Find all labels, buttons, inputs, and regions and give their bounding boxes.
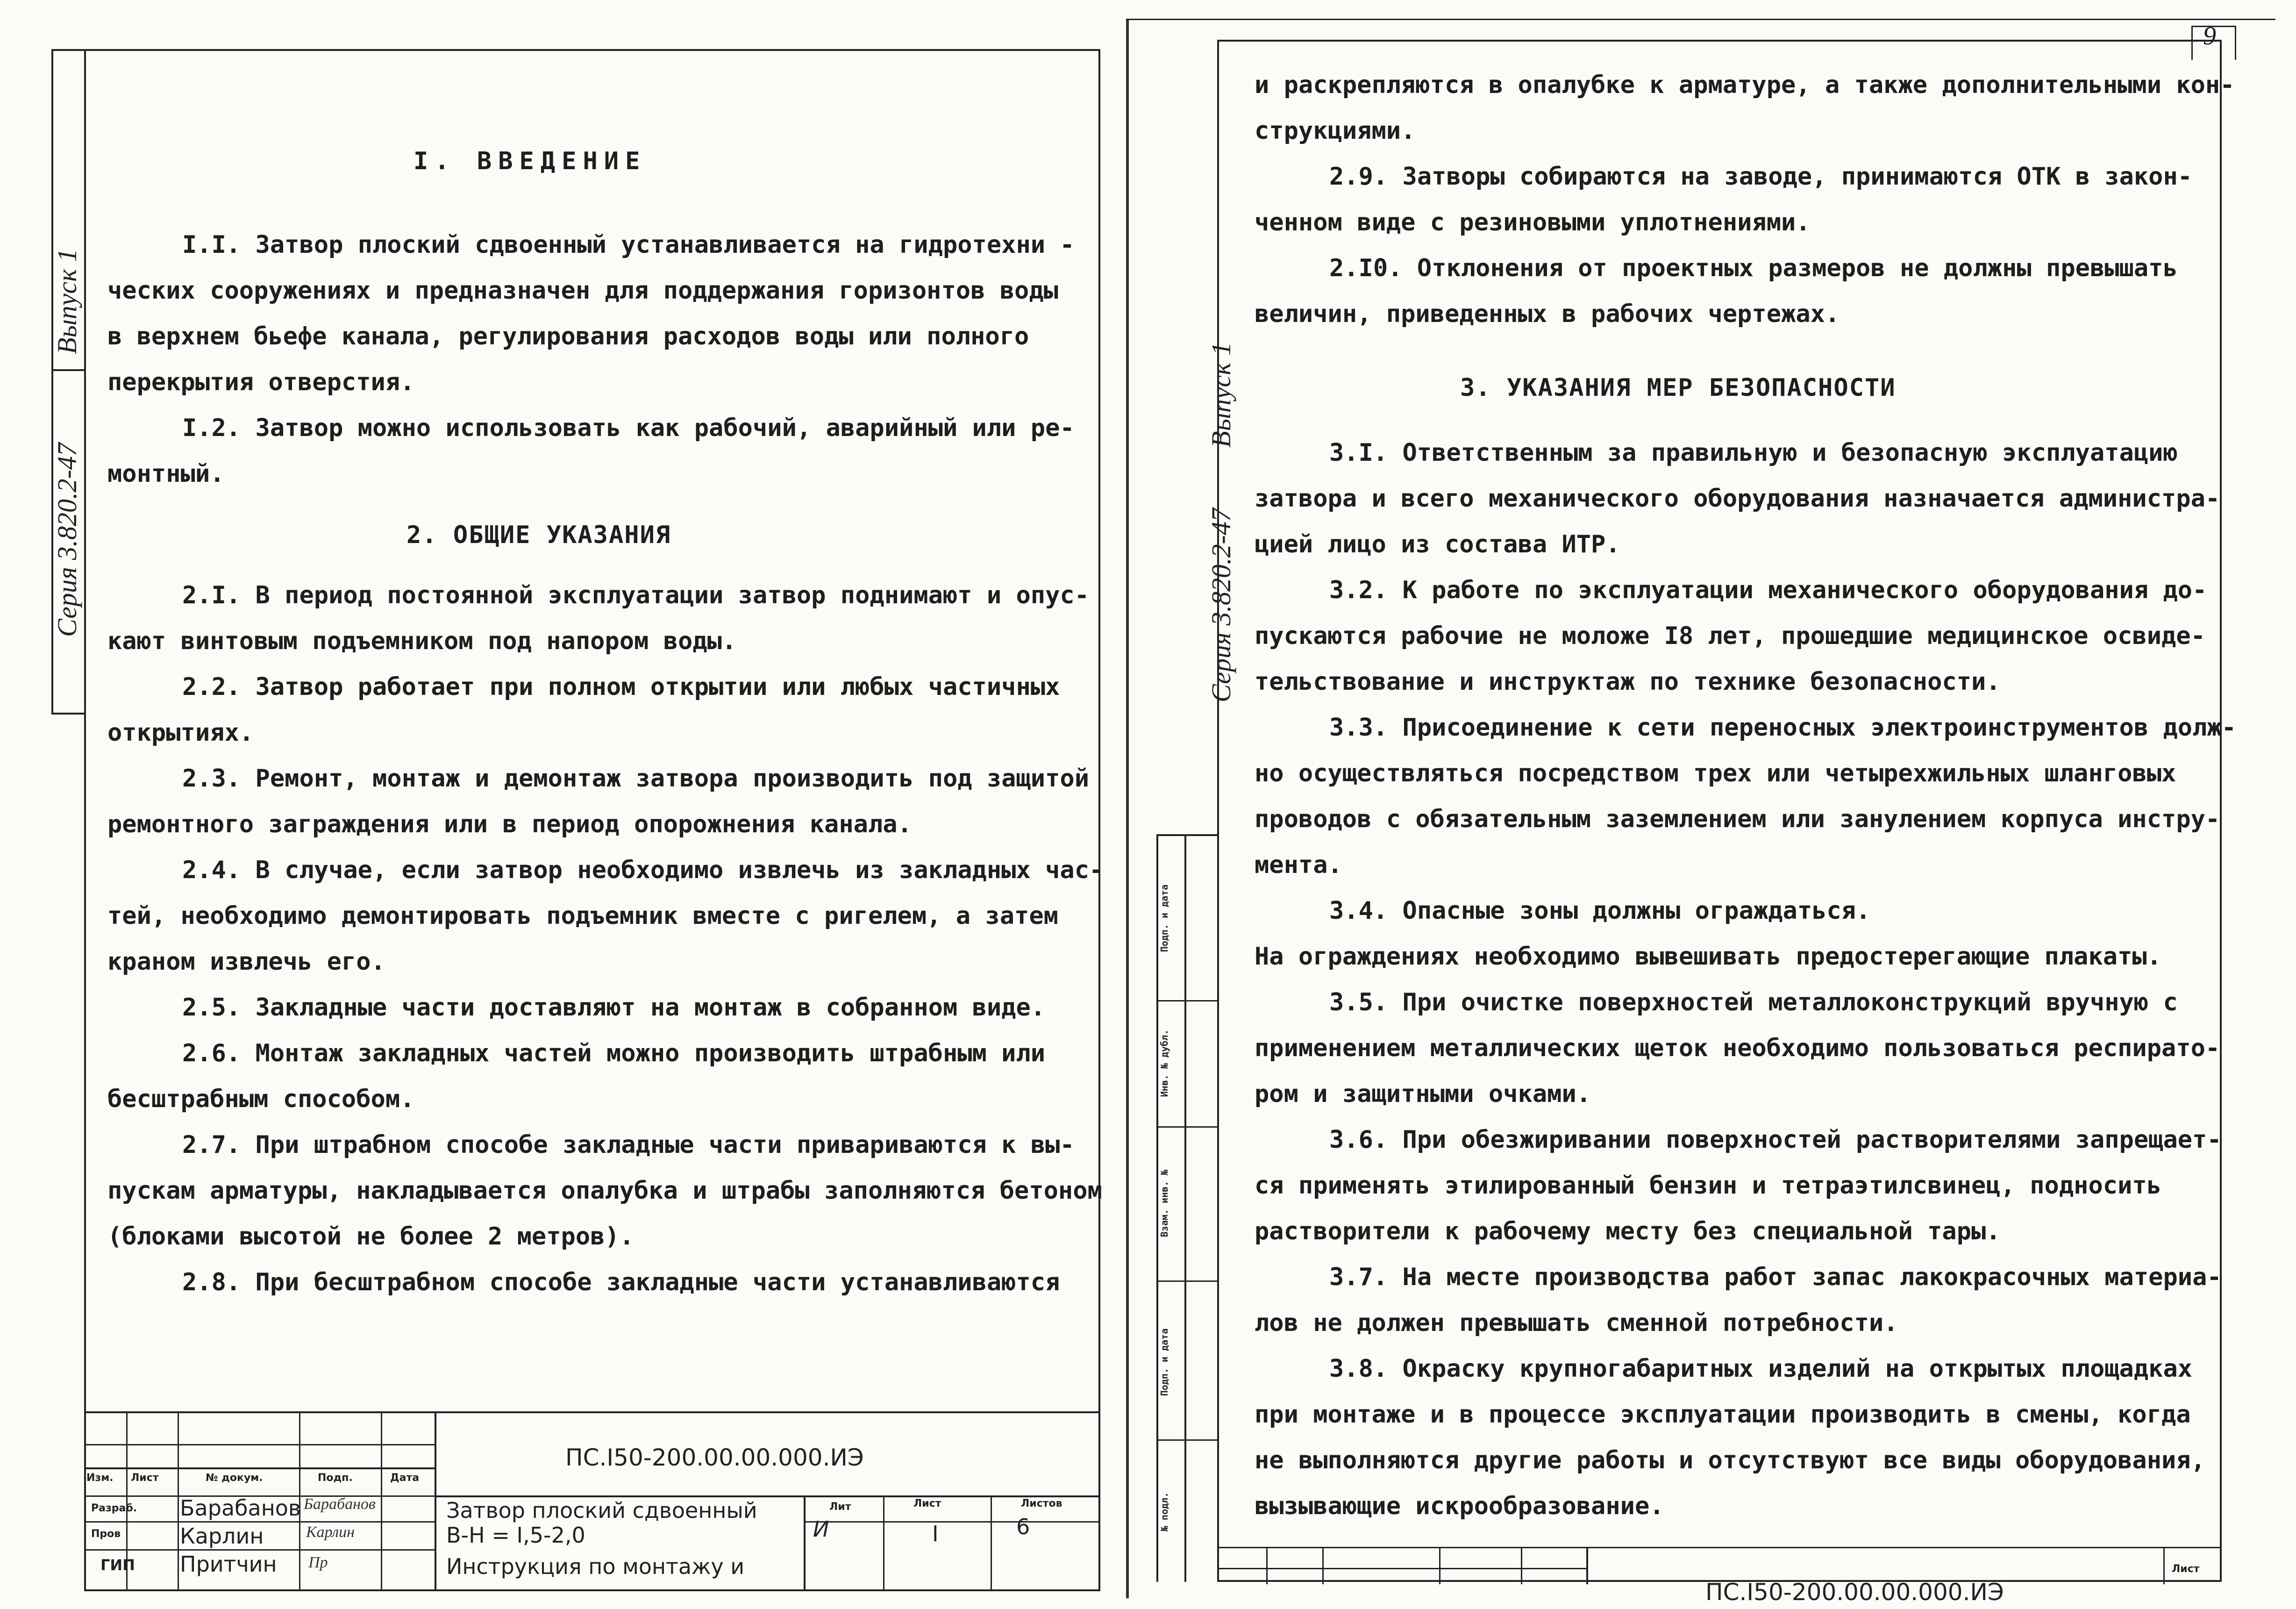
general-heading: 2. ОБЩИЕ УКАЗАНИЯ	[406, 521, 671, 549]
text-line: лов не должен превышать сменной потребности.	[1255, 1309, 1898, 1337]
text-line: 3.8. Окраску крупногабаритных изделий на открытых площадках	[1329, 1355, 2193, 1383]
text-line: 3.4. Опасные зоны должны ограждаться.	[1329, 897, 1871, 925]
text-line: открытиях.	[107, 719, 254, 747]
sheets-value: 6	[1016, 1514, 1030, 1539]
text-line: бесштрабным способом.	[107, 1085, 415, 1113]
text-line: 2.7. При штрабном способе закладные части привариваются к вы-	[182, 1131, 1075, 1159]
left-side-label-series: Серия 3.820.2-47	[52, 443, 82, 637]
stamp-label-sign-date: Подп. и дата	[1159, 884, 1170, 952]
text-line: краном извлечь его.	[107, 948, 385, 976]
col-date: Дата	[390, 1472, 420, 1484]
text-line: (блоками высотой не более 2 метров).	[107, 1223, 635, 1251]
right-paragraphs-safety	[1255, 430, 2237, 1529]
text-line: но осуществляться посредством трех или четырехжильных шланговых	[1255, 759, 2176, 787]
role-gip: ГИП	[100, 1556, 135, 1574]
left-side-label-issue: Выпуск 1	[52, 249, 82, 354]
text-line: пускаются рабочие не моложе I8 лет, прошедшие медицинское освиде-	[1255, 622, 2205, 650]
text-line: I.2. Затвор можно использовать как рабочий, аварийный или ре-	[182, 414, 1075, 442]
text-line: величин, приведенных в рабочих чертежах.	[1255, 300, 1840, 328]
text-line: 3.3. Присоединение к сети переносных электроинструментов долж-	[1329, 714, 2237, 742]
name-gip: Притчин	[180, 1552, 277, 1577]
text-line: 2.I0. Отклонения от проектных размеров не должны превышать	[1329, 254, 2178, 282]
text-line: не выполняются другие работы и отсутствуют все виды оборудования,	[1255, 1446, 2205, 1474]
text-line: при монтаже и в процессе эксплуатации производить в смены, когда	[1255, 1401, 2191, 1429]
text-line: мента.	[1255, 851, 1342, 879]
left-paragraphs-general	[107, 572, 1104, 1305]
text-line: ром и защитными очками.	[1255, 1080, 1591, 1108]
text-line: проводов с обязательным заземлением или занулением корпуса инстру-	[1255, 805, 2220, 833]
left-paragraphs-intro	[107, 222, 1079, 497]
title-line-1: Затвор плоский сдвоенный	[446, 1498, 757, 1523]
text-line: 3.2. К работе по эксплуатации механического оборудования до-	[1329, 576, 2207, 604]
sheet-value: I	[932, 1521, 939, 1546]
role-developer: Разраб.	[91, 1502, 137, 1514]
text-line: перекрытия отверстия.	[107, 368, 415, 396]
right-doc-code: ПС.I50-200.00.00.000.ИЭ	[1705, 1579, 2004, 1606]
lit-value: И	[813, 1516, 829, 1542]
text-line: 3.I. Ответственным за правильную и безопасную эксплуатацию	[1329, 439, 2178, 467]
right-sheet-label: Лист	[2172, 1563, 2200, 1575]
sheets-label: Листов	[1021, 1498, 1062, 1509]
role-checker: Пров	[91, 1528, 121, 1540]
text-line: пускам арматуры, накладывается опалубка и штрабы заполняются бетоном	[107, 1177, 1102, 1205]
intro-heading: I. ВВЕДЕНИЕ	[414, 147, 647, 175]
text-line: тей, необходимо демонтировать подъемник вместе с ригелем, а затем	[107, 902, 1058, 930]
stamp-label-orig: № подл.	[1159, 1492, 1170, 1532]
text-line: 2.4. В случае, если затвор необходимо извлечь из закладных час-	[182, 856, 1104, 884]
text-line: 2.9. Затворы собираются на заводе, принимаются ОТК в закон-	[1329, 163, 2193, 191]
text-line: кают винтовым подъемником под напором воды.	[107, 627, 737, 655]
title-line-2: В-Н = I,5-2,0	[446, 1523, 585, 1548]
stamp-label-repl-inv: Взам. инв. №	[1159, 1169, 1170, 1237]
text-line: 2.I. В период постоянной эксплуатации затвор поднимают и опус-	[182, 581, 1090, 609]
text-line: 3.6. При обезжиривании поверхностей растворителями запрещает-	[1329, 1126, 2222, 1154]
text-line: 2.2. Затвор работает при полном открытии или любых частичных	[182, 673, 1060, 701]
text-line: затвора и всего механического оборудования назначается администра-	[1255, 485, 2220, 513]
text-line: тельствование и инструктаж по технике безопасности.	[1255, 668, 2001, 696]
text-line: вызывающие искрообразование.	[1255, 1492, 1664, 1520]
signature-checker: Карлин	[306, 1523, 355, 1541]
right-side-label-series: Серия 3.820.2-47	[1206, 508, 1236, 702]
text-line: цией лицо из состава ИТР.	[1255, 530, 1620, 558]
col-list: Лист	[131, 1472, 159, 1484]
text-line: На ограждениях необходимо вывешивать предостерегающие плакаты.	[1255, 943, 2162, 971]
col-doc: № докум.	[206, 1472, 263, 1484]
text-line: 3.7. На месте производства работ запас лакокрасочных материа-	[1329, 1263, 2222, 1291]
title-line-3: Инструкция по монтажу и	[446, 1554, 745, 1579]
text-line: и раскрепляются в опалубке к арматуре, а также дополнительными кон-	[1255, 71, 2235, 99]
text-line: 2.6. Монтаж закладных частей можно производить штрабным или	[182, 1039, 1046, 1067]
text-line: 2.8. При бесштрабном способе закладные части устанавливаются	[182, 1268, 1060, 1296]
text-line: 2.3. Ремонт, монтаж и демонтаж затвора производить под защитой	[182, 765, 1090, 793]
text-line: в верхнем бьефе канала, регулирования расходов воды или полного	[107, 322, 1029, 350]
name-checker: Карлин	[180, 1523, 264, 1549]
signature-developer: Барабанов	[304, 1495, 376, 1513]
text-line: I.I. Затвор плоский сдвоенный устанавливается на гидротехни -	[182, 231, 1075, 259]
text-line: струкциями.	[1255, 117, 1416, 145]
right-side-label-issue: Выпуск 1	[1206, 342, 1236, 448]
right-paragraphs-continued	[1255, 62, 2235, 337]
name-developer: Барабанов	[180, 1495, 301, 1521]
doc-code: ПС.I50-200.00.00.000.ИЭ	[565, 1444, 864, 1471]
safety-heading: 3. УКАЗАНИЯ МЕР БЕЗОПАСНОСТИ	[1460, 374, 1896, 402]
stamp-label-dup-inv: Инв. № дубл.	[1159, 1029, 1170, 1097]
text-line: применением металлических щеток необходимо пользоваться респирато-	[1255, 1034, 2220, 1062]
text-line: 3.5. При очистке поверхностей металлоконструкций вручную с	[1329, 988, 2178, 1016]
page-number: 9	[2203, 21, 2216, 50]
text-line: ческих сооружениях и предназначен для поддержания горизонтов воды	[107, 277, 1058, 305]
text-line: растворители к рабочему месту без специальной тары.	[1255, 1217, 2001, 1245]
text-line: ремонтного заграждения или в период опорожнения канала.	[107, 810, 912, 838]
stamp-label-sign-date-2: Подп. и дата	[1159, 1328, 1170, 1396]
text-line: монтный.	[107, 460, 225, 488]
text-line: ся применять этилированный бензин и тетраэтилсвинец, подносить	[1255, 1172, 2162, 1200]
text-line: 2.5. Закладные части доставляют на монтаж в собранном виде.	[182, 994, 1046, 1022]
lit-label: Лит	[829, 1501, 851, 1513]
sheet-label: Лист	[913, 1498, 941, 1509]
signature-gip: Пр	[308, 1554, 328, 1571]
col-sign: Подп.	[318, 1472, 353, 1484]
col-izm: Изм.	[86, 1472, 114, 1484]
text-line: ченном виде с резиновыми уплотнениями.	[1255, 208, 1811, 236]
